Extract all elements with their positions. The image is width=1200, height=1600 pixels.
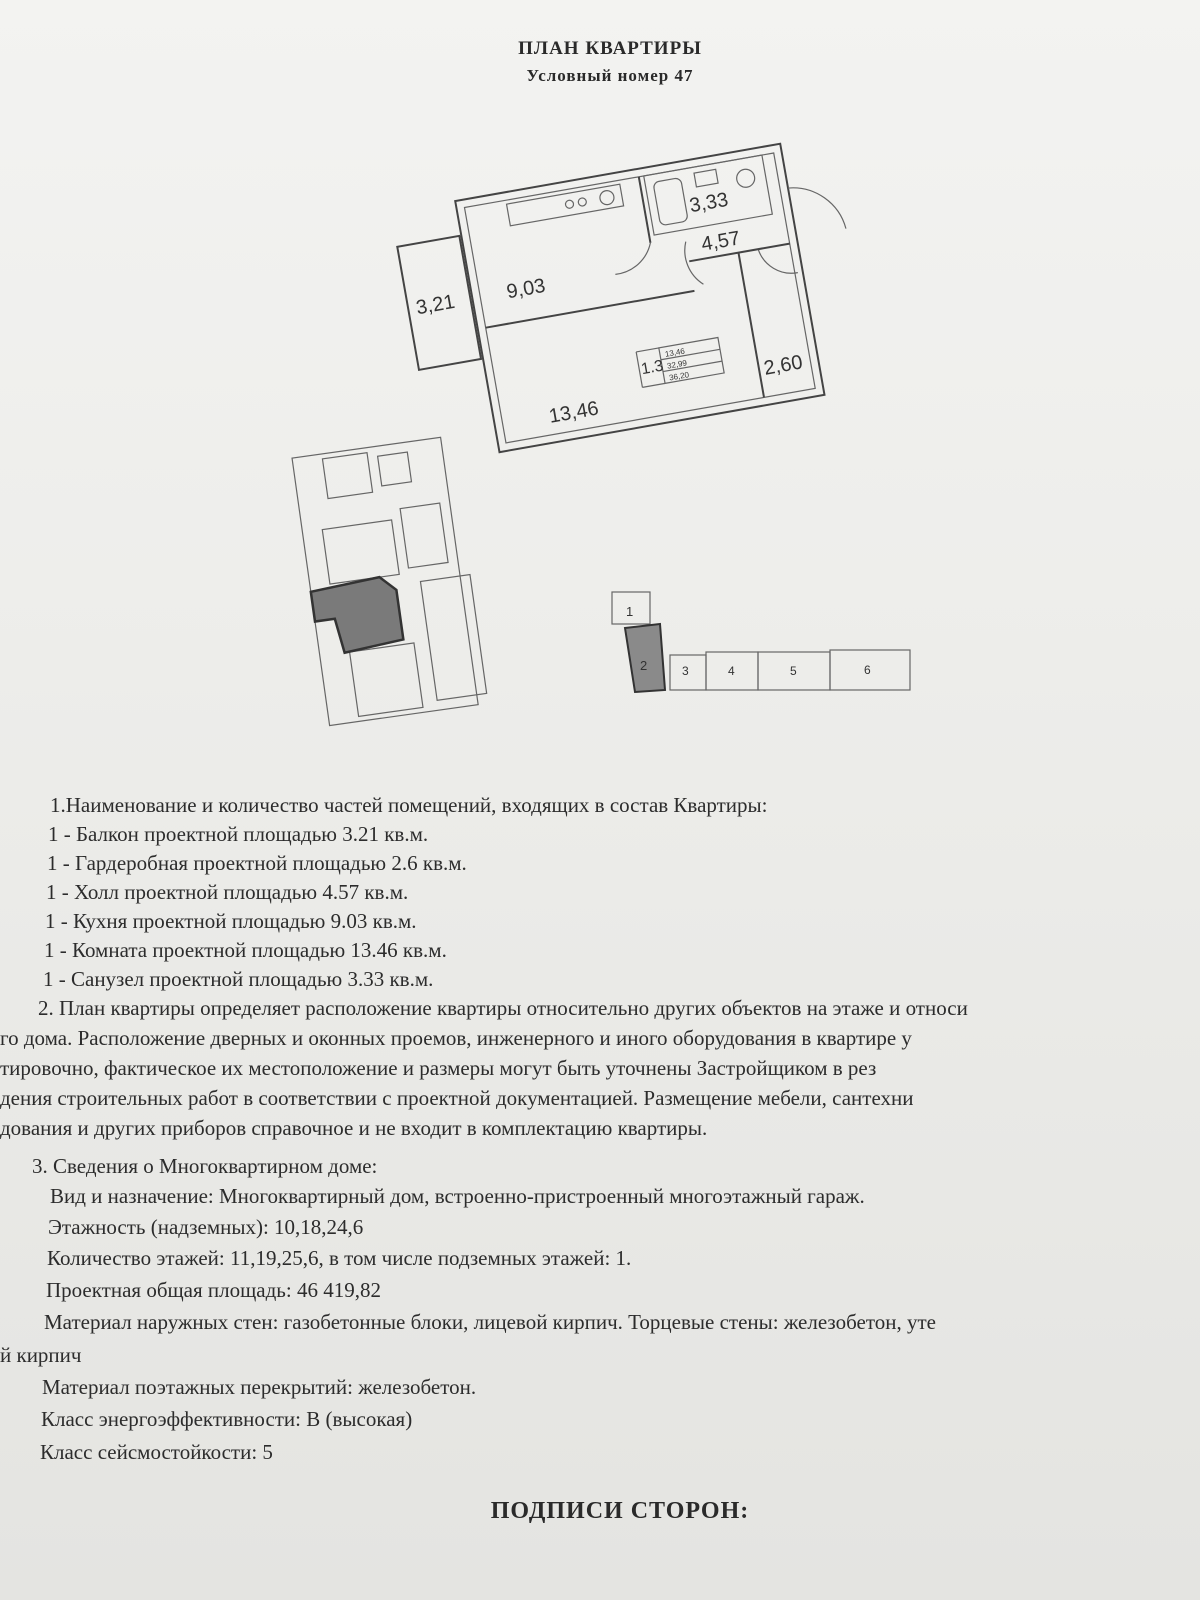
list-item: 1 - Санузел проектной площадью 3.33 кв.м. [43,967,434,991]
section-number: 5 [790,664,797,678]
bathroom-area-label: 3,33 [687,188,730,218]
kitchen-area-label: 9,03 [504,274,548,304]
list-item: 1 - Холл проектной площадью 4.57 кв.м. [46,880,409,904]
kitchen-hall-wall [639,177,651,243]
bathtub-icon [653,178,688,226]
stove-burner-icon [578,197,587,206]
section3-line: й кирпич [0,1343,82,1367]
door-swing-icon [683,240,704,287]
section3-line: Вид и назначение: Многоквартирный дом, встроенно-пристроенный многоэтажный гараж. [50,1184,865,1208]
wardrobe-area-label: 2,60 [762,351,805,380]
section3-line: Проектная общая площадь: 46 419,82 [46,1278,381,1302]
door-swing-icon [611,243,655,275]
stove-burner-icon [565,200,574,209]
section2-line: тировочно, фактическое их местоположение и размеры могут быть уточнены Застройщиком в рез [0,1056,877,1080]
section3-line: Материал поэтажных перекрытий: железобетон. [42,1375,477,1399]
balcony-area-label: 3,21 [414,290,457,320]
section2-line: дения строительных работ в соответствии с проектной документацией. Размещение мебели, сантехни [0,1086,914,1110]
list-item: 1 - Комната проектной площадью 13.46 кв.м. [44,938,447,962]
section-number: 1 [626,604,634,619]
area-box-with-balcony: 36,20 [668,370,690,383]
apartment-floor-plan [0,0,1200,760]
section3-line: Класс сейсмостойкости: 5 [40,1440,273,1464]
area-box-living: 13,46 [664,346,686,359]
section3-line: Класс энергоэффективности: В (высокая) [41,1407,413,1431]
list-item: 1 - Гардеробная проектной площадью 2.6 кв.м. [47,851,467,875]
section2-line: го дома. Расположение дверных и оконных проемов, инженерного и иного оборудования в квартире у [0,1026,912,1050]
section3-line: Материал наружных стен: газобетонные блоки, лицевой кирпич. Торцевые стены: железобетон, уте [44,1310,936,1334]
hall-area-label: 4,57 [699,227,742,256]
section-number: 4 [728,664,735,678]
area-box-total: 32,99 [666,358,688,371]
room-area-label: 13,46 [547,397,601,428]
floor-overview-plan [292,436,488,726]
document-title: ПЛАН КВАРТИРЫ [518,38,702,59]
document-subtitle: Условный номер 47 [526,66,694,85]
kitchen-sink-icon [599,190,615,206]
entrance-door-swing-icon [788,179,846,237]
section1-heading: 1.Наименование и количество частей помещений, входящих в состав Квартиры: [50,793,768,817]
apartment-tag: 1.3 [639,357,665,379]
building-sections-plan [612,592,910,692]
section3-heading: 3. Сведения о Многоквартирном доме: [32,1154,378,1178]
sink-icon [694,169,718,187]
toilet-icon [735,168,756,189]
section-number: 3 [682,664,689,678]
section3-line: Этажность (надземных): 10,18,24,6 [48,1215,364,1239]
list-item: 1 - Балкон проектной площадью 3.21 кв.м. [48,822,429,846]
section-number: 6 [864,663,871,677]
apartment-highlight [310,575,404,656]
section2-line: дования и других приборов справочное и не входит в комплектацию квартиры. [0,1116,708,1140]
section3-line: Количество этажей: 11,19,25,6, в том числе подземных этажей: 1. [47,1246,632,1270]
list-item: 1 - Кухня проектной площадью 9.03 кв.м. [45,909,417,933]
section2-line: 2. План квартиры определяет расположение квартиры относительно других объектов на этаже и относи [38,996,968,1020]
section-number: 2 [640,658,648,673]
wardrobe-wall [738,253,764,398]
signatures-heading: ПОДПИСИ СТОРОН: [490,1498,750,1524]
